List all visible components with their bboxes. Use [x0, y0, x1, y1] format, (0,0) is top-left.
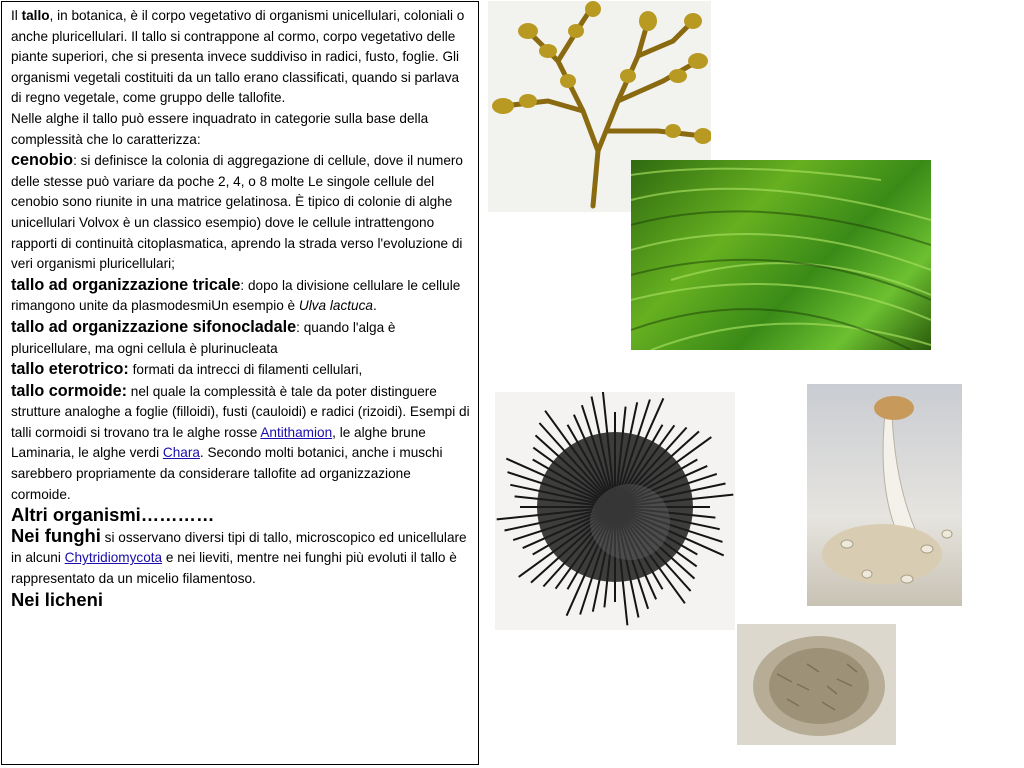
- eterotrico-paragraph: [11, 359, 472, 381]
- cenobio-paragraph: [11, 150, 472, 275]
- text-panel: [1, 1, 479, 765]
- altri-heading: Altri organismi…………: [11, 504, 215, 526]
- green-algae-illustration: [631, 160, 931, 350]
- sifonocladale-paragraph: [11, 317, 472, 359]
- mushroom-illustration: [807, 384, 962, 606]
- black-alga-illustration: [495, 392, 735, 630]
- eterotrico-text: formati da intrecci di filamenti cellulari,: [128, 362, 363, 378]
- intro-paragraph: [11, 6, 472, 109]
- tricale-end: .: [372, 298, 377, 314]
- licheni-heading: Nei licheni: [11, 588, 103, 610]
- intro-text: , in botanica, è il corpo vegetativo di organismi unicellulari, coloniali o anche pluricellulari. Il tallo si contrappone al cormo, corpo vegetativo delle piante superiori, che si presenta invece suddiviso in radici, fusto, foglie. Gli organismi vegetali costituiti da un tallo erano classificati, quando si parlava di regno vegetale, come gruppo delle tallofite.: [11, 8, 465, 106]
- cenobio-text: : si definisce la colonia di aggregazione di cellule, dove il numero delle stesse può variare da poche 2, 4, o 8 molte Le singole cellule del cenobio sono riunite in una matrice gelatinosa. È tipico di colonie di alghe unicellulari Volvox è un classico esempio) dove le cellule intrattengono rapporti di continuità citoplasmatica, aprendo la strada verso l'evoluzione di veri organismi pluricellulari;: [11, 153, 463, 272]
- funghi-text: si osservano diversi tipi di tallo, microscopico ed unicellulare in alcuni: [11, 529, 467, 566]
- green-algae-image: [631, 160, 931, 350]
- cormoide-text: , le alghe brune Laminaria, le alghe verdi: [11, 424, 426, 461]
- algae-paragraph: Nelle alghe il tallo può essere inquadrato in categorie sulla base della complessità che lo caratterizza:: [11, 110, 429, 147]
- chara-link[interactable]: Chara: [162, 445, 200, 461]
- term-funghi: Nei funghi: [11, 524, 101, 546]
- intro-text: Il: [11, 8, 22, 23]
- term-cenobio: cenobio: [11, 151, 74, 170]
- term-tallo: tallo: [21, 8, 50, 23]
- funghi-paragraph: [11, 526, 472, 590]
- term-cormoide: tallo cormoide:: [11, 381, 128, 400]
- funghi-text: e nei lieviti, mentre nei funghi più evoluti il tallo è rappresentato da un micelio filamentoso.: [11, 550, 457, 587]
- term-sifonocladale: tallo ad organizzazione sifonocladale: [11, 317, 297, 336]
- mycelium-illustration: [737, 624, 896, 745]
- sifonocladale-text: : quando l'alga è pluricellulare, ma ogni cellula è plurinucleata: [11, 319, 396, 356]
- term-eterotrico: tallo eterotrico:: [11, 360, 129, 379]
- chytridiomycota-link[interactable]: Chytridiomycota: [64, 550, 163, 566]
- mycelium-image: [737, 624, 896, 745]
- antithamion-link[interactable]: Antithamion: [260, 424, 333, 440]
- cormoide-text: . Secondo molti botanici, anche i muschi sarebbero propriamente da considerare tallofite ad organizzazione cormoide.: [11, 445, 443, 502]
- species-name: Ulva lactuca: [298, 298, 373, 314]
- mushroom-image: [807, 384, 962, 606]
- black-alga-image: [495, 392, 735, 630]
- tricale-text: : dopo la divisione cellulare le cellule rimangono unite da plasmodesmiUn esempio è: [11, 277, 461, 314]
- cormoide-text: nel quale la complessità è tale da poter distinguere strutture analoghe a foglie (filloidi), fusti (cauloidi) e radici (rizoidi). Esempi di talli cormoidi si trovano tra le alghe rosse: [11, 383, 470, 440]
- tricale-paragraph: [11, 275, 472, 317]
- term-tricale: tallo ad organizzazione tricale: [11, 275, 241, 294]
- cormoide-paragraph: [11, 381, 472, 506]
